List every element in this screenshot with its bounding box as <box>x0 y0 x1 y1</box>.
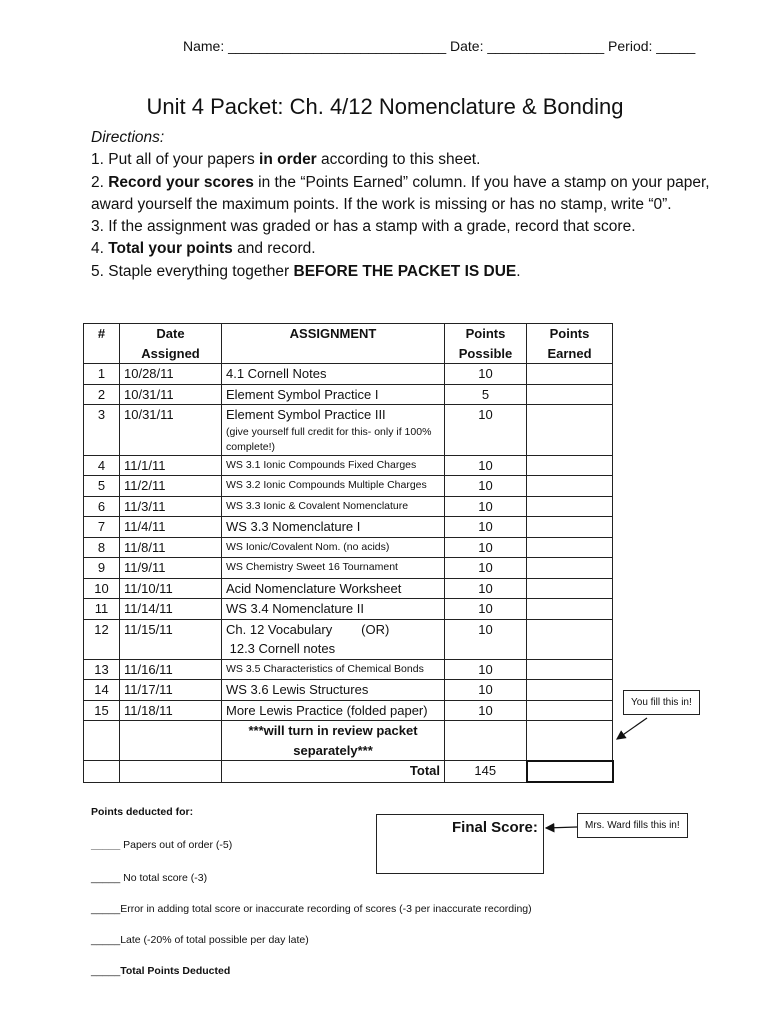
row-number: 6 <box>84 496 120 517</box>
row-number: 9 <box>84 558 120 579</box>
row-points-earned[interactable] <box>527 599 613 620</box>
table-row <box>84 476 613 497</box>
row-assignment: WS 3.3 Ionic & Covalent Nomenclature <box>222 496 445 517</box>
row-assignment: WS 3.2 Ionic Compounds Multiple Charges <box>222 476 445 497</box>
deductions-heading: Points deducted for: <box>91 806 194 818</box>
table-row <box>84 619 613 659</box>
review-packet-note: ***will turn in review packet separately*** <box>222 721 445 761</box>
row-number: 3 <box>84 405 120 456</box>
header-number: # <box>84 324 120 364</box>
direction-2: 2. Record your scores in the “Points Earned” column. If you have a stamp on your paper, award yourself the maximum points. If the work is missing or has no stamp, write “0”. <box>91 173 710 213</box>
row-number: 5 <box>84 476 120 497</box>
row-assignment: WS 3.4 Nomenclature II <box>222 599 445 620</box>
deduction-late: _____Late (-20% of total possible per day late) <box>91 934 309 946</box>
row-number: 2 <box>84 384 120 405</box>
row-points-possible: 10 <box>445 558 527 579</box>
row-points-earned[interactable] <box>527 619 613 659</box>
row-date: 11/17/11 <box>120 680 222 701</box>
directions-heading: Directions: <box>91 129 165 146</box>
table-row <box>84 599 613 620</box>
row-assignment: WS 3.6 Lewis Structures <box>222 680 445 701</box>
direction-3: 3. If the assignment was graded or has a stamp with a grade, record that score. <box>91 218 636 236</box>
row-assignment-line1: Ch. 12 Vocabulary (OR) <box>226 621 390 637</box>
row-assignment: WS Ionic/Covalent Nom. (no acids) <box>222 537 445 558</box>
row-assignment: More Lewis Practice (folded paper) <box>222 700 445 721</box>
deduction-papers-out-of-order: _____ Papers out of order (-5) <box>91 839 233 851</box>
row-assignment: WS 3.1 Ionic Compounds Fixed Charges <box>222 455 445 476</box>
row-assignment: WS 3.3 Nomenclature I <box>222 517 445 538</box>
total-row <box>84 761 613 783</box>
row-date: 11/18/11 <box>120 700 222 721</box>
row-points-possible: 10 <box>445 599 527 620</box>
row-date: 11/16/11 <box>120 659 222 680</box>
header-date: Date Assigned <box>120 324 222 364</box>
row-date: 11/1/11 <box>120 455 222 476</box>
row-date: 11/10/11 <box>120 578 222 599</box>
row-assignment: WS Chemistry Sweet 16 Tournament <box>222 558 445 579</box>
row-number: 7 <box>84 517 120 538</box>
header-points-possible: Points Possible <box>445 324 527 364</box>
row-number: 4 <box>84 455 120 476</box>
mrs-ward-callout: Mrs. Ward fills this in! <box>577 813 688 838</box>
row-date: 11/2/11 <box>120 476 222 497</box>
table-row <box>84 659 613 680</box>
row-assignment-title: Element Symbol Practice III <box>226 407 386 422</box>
row-points-possible: 10 <box>445 405 527 456</box>
row-points-possible: 10 <box>445 659 527 680</box>
table-row <box>84 578 613 599</box>
direction-5: 5. Staple everything together BEFORE THE PACKET IS DUE. <box>91 262 521 280</box>
row-points-possible: 10 <box>445 700 527 721</box>
row-points-earned[interactable] <box>527 364 613 385</box>
row-points-earned[interactable] <box>527 384 613 405</box>
student-info-line: Name: ____________________________ Date: _______________ Period: _____ <box>183 38 696 54</box>
row-assignment: Element Symbol Practice I <box>222 384 445 405</box>
row-points-earned[interactable] <box>527 405 613 456</box>
row-points-possible: 10 <box>445 496 527 517</box>
mrs-ward-arrow <box>546 827 577 828</box>
total-points-possible: 145 <box>445 761 527 783</box>
row-assignment: WS 3.5 Characteristics of Chemical Bonds <box>222 659 445 680</box>
row-assignment <box>222 405 445 456</box>
row-date: 11/4/11 <box>120 517 222 538</box>
total-points-earned-box[interactable] <box>527 761 613 783</box>
row-points-earned[interactable] <box>527 476 613 497</box>
row-points-earned[interactable] <box>527 659 613 680</box>
row-points-possible: 5 <box>445 384 527 405</box>
table-row <box>84 517 613 538</box>
row-points-earned[interactable] <box>527 700 613 721</box>
direction-1: 1. Put all of your papers in order according to this sheet. <box>91 151 481 169</box>
table-row <box>84 680 613 701</box>
row-points-earned[interactable] <box>527 517 613 538</box>
row-points-possible: 10 <box>445 455 527 476</box>
row-date: 10/31/11 <box>120 384 222 405</box>
row-points-possible: 10 <box>445 537 527 558</box>
row-number: 14 <box>84 680 120 701</box>
table-row <box>84 364 613 385</box>
table-row <box>84 558 613 579</box>
row-points-possible: 10 <box>445 364 527 385</box>
row-points-earned[interactable] <box>527 455 613 476</box>
deduction-total: _____Total Points Deducted <box>91 965 231 977</box>
row-assignment: 4.1 Cornell Notes <box>222 364 445 385</box>
you-fill-callout: You fill this in! <box>623 690 700 715</box>
table-row <box>84 384 613 405</box>
row-date: 10/31/11 <box>120 405 222 456</box>
header-points-earned: Points Earned <box>527 324 613 364</box>
row-number: 13 <box>84 659 120 680</box>
row-points-possible: 10 <box>445 680 527 701</box>
assignment-table <box>83 323 614 783</box>
row-points-possible: 10 <box>445 517 527 538</box>
page-title: Unit 4 Packet: Ch. 4/12 Nomenclature & Bonding <box>146 94 624 119</box>
row-number: 12 <box>84 619 120 659</box>
row-number: 15 <box>84 700 120 721</box>
row-date: 10/28/11 <box>120 364 222 385</box>
row-number: 10 <box>84 578 120 599</box>
table-row <box>84 455 613 476</box>
deduction-no-total: _____ No total score (-3) <box>91 872 208 884</box>
row-number: 8 <box>84 537 120 558</box>
final-score-label: Final Score: <box>452 819 538 836</box>
table-row <box>84 700 613 721</box>
row-date: 11/9/11 <box>120 558 222 579</box>
table-row <box>84 496 613 517</box>
row-date: 11/8/11 <box>120 537 222 558</box>
row-points-earned[interactable] <box>527 578 613 599</box>
row-points-earned[interactable] <box>527 537 613 558</box>
row-points-possible: 10 <box>445 578 527 599</box>
row-points-earned[interactable] <box>527 496 613 517</box>
row-number: 11 <box>84 599 120 620</box>
row-assignment: Acid Nomenclature Worksheet <box>222 578 445 599</box>
row-date: 11/3/11 <box>120 496 222 517</box>
directions-block <box>91 127 711 283</box>
table-row <box>84 405 613 456</box>
row-date: 11/14/11 <box>120 599 222 620</box>
table-header-row <box>84 324 613 364</box>
review-packet-row <box>84 721 613 761</box>
table-row <box>84 537 613 558</box>
row-number: 1 <box>84 364 120 385</box>
row-assignment-line2: 12.3 Cornell notes <box>226 641 336 656</box>
deduction-adding-error: _____Error in adding total score or inaccurate recording of scores (-3 per inaccurate recording) <box>91 903 532 915</box>
row-date: 11/15/11 <box>120 619 222 659</box>
row-assignment <box>222 619 445 659</box>
total-label: Total <box>222 761 445 783</box>
row-points-earned[interactable] <box>527 680 613 701</box>
direction-4: 4. Total your points and record. <box>91 240 316 258</box>
row-points-earned[interactable] <box>527 558 613 579</box>
header-assignment: ASSIGNMENT <box>222 324 445 364</box>
you-fill-arrow <box>617 718 647 739</box>
row-assignment-note: (give yourself full credit for this- only if 100% complete!) <box>226 425 432 453</box>
row-points-possible: 10 <box>445 619 527 659</box>
row-points-possible: 10 <box>445 476 527 497</box>
